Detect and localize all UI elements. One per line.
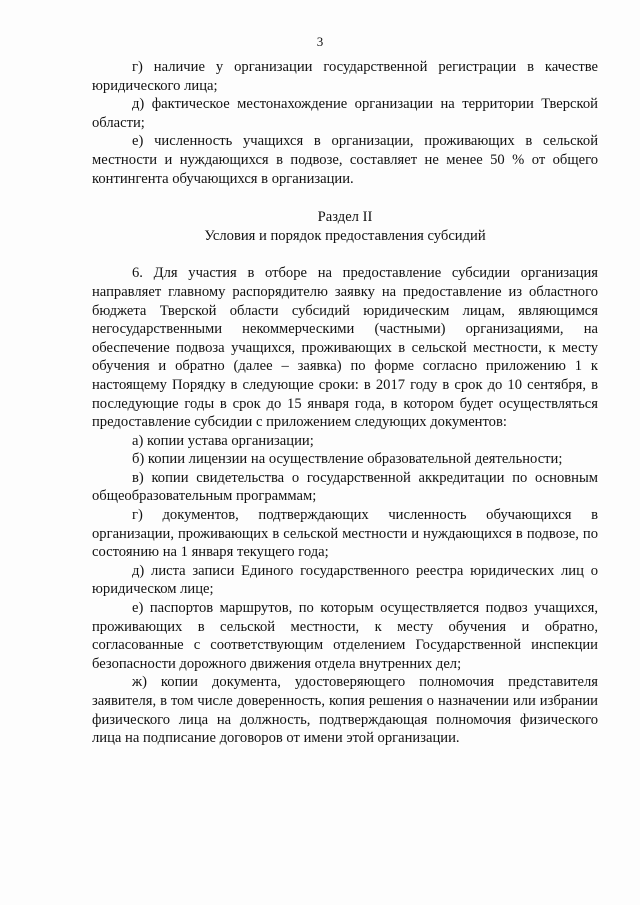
- item-e-student-count: е) численность учащихся в организации, проживающих в сельской местности и нуждающихся в подвозе, составляет не менее 50 % от общего контингента обучающихся в организации.: [92, 133, 598, 187]
- document-item-b: б) копии лицензии на осуществление образовательной деятельности;: [132, 451, 563, 468]
- document-item-a: а) копии устава организации;: [132, 432, 314, 449]
- document-item-e: е) паспортов маршрутов, по которым осуществляется подвоз учащихся, проживающих в сельской местности, к месту обучения и обратно, согласованные с соответствующим отделением Государственной инспекции безопасности дорожного движения отдела внутренних дел;: [92, 600, 598, 672]
- spacer: [92, 245, 598, 264]
- document-item-g: г) документов, подтверждающих численность обучающихся в организации, проживающих в сельской местности и нуждающихся в подвозе, по состоянию на 1 января текущего года;: [92, 507, 598, 561]
- item-g-registration: г) наличие у организации государственной регистрации в качестве юридического лица;: [92, 59, 598, 94]
- page-number: 3: [316, 34, 324, 49]
- document-body: [92, 58, 598, 748]
- spacer: [92, 188, 598, 208]
- document-item-d: д) листа записи Единого государственного реестра юридических лиц о юридическом лице;: [92, 562, 598, 598]
- section-title: Условия и порядок предоставления субсидий: [204, 227, 486, 244]
- section-number: Раздел II: [317, 209, 373, 226]
- document-item-v: в) копии свидетельства о государственной аккредитации по основным общеобразовательным программам;: [92, 469, 598, 505]
- item-d-location: д) фактическое местонахождение организации на территории Тверской области;: [92, 96, 598, 131]
- document-item-zh: ж) копии документа, удостоверяющего полномочия представителя заявителя, в том числе доверенность, копия решения о назначении или избрании физического лица на должность, подтверждающая полномочия физического лица на подписание договоров от имени этой организации.: [92, 674, 598, 747]
- clause-6: 6. Для участия в отборе на предоставление субсидии организация направляет главному распорядителю заявку на предоставление из областного бюджета Тверской области субсидий юридическим лицам, являющимся негосударственными некоммерческими (частными) организациями, на обеспечение подвоза учащихся, проживающих в сельской местности, к месту обучения и обратно (далее – заявка) по форме согласно приложению 1 к настоящему Порядку в следующие сроки: в 2017 году в срок до 10 сентября, в последующие годы в срок до 15 января года, в котором будет осуществляться предоставление субсидии с приложением следующих документов:: [92, 265, 598, 431]
